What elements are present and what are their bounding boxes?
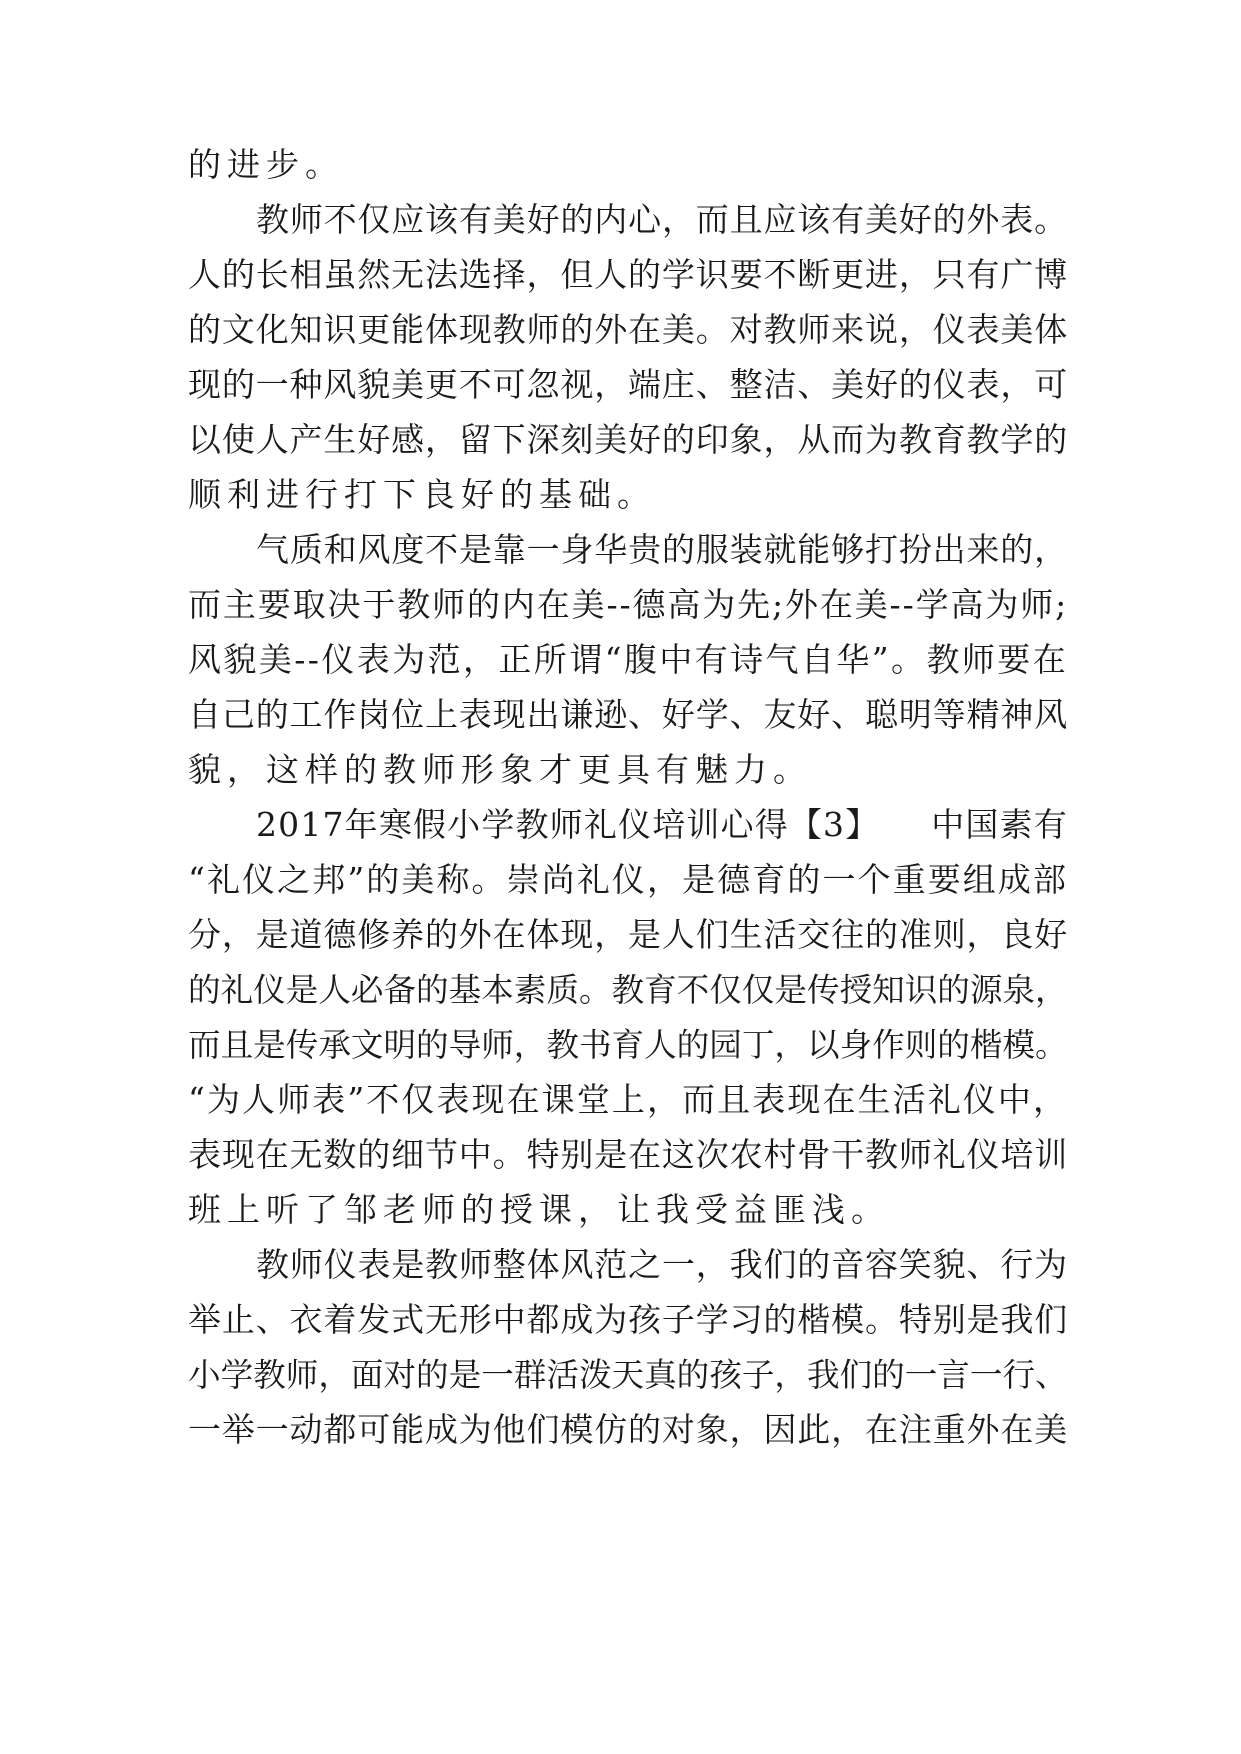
text-line: 貌，这样的教师形象才更具有魅力。: [188, 750, 812, 789]
text-line: 举止、衣着发式无形中都成为孩子学习的楷模。特别是我们: [188, 1300, 1068, 1339]
text-line: 而且是传承文明的导师，教书育人的园丁，以身作则的楷模。: [188, 1026, 1068, 1064]
text-line: 风貌美--仪表为范，正所谓“腹中有诗气自华”。教师要在: [188, 640, 1068, 679]
text-line: 的礼仪是人必备的基本素质。教育不仅仅是传授知识的源泉，: [188, 971, 1068, 1009]
text-line: 而主要取决于教师的内在美--德高为先;外在美--学高为师;: [188, 585, 1068, 624]
text-line: “礼仪之邦”的美称。崇尚礼仪，是德育的一个重要组成部: [188, 860, 1068, 899]
section-heading-line: 2017年寒假小学教师礼仪培训心得【3】 中国素有: [256, 805, 1068, 844]
text-line: 班上听了邹老师的授课，让我受益匪浅。: [188, 1190, 890, 1229]
text-line: 现的一种风貌美更不可忽视，端庄、整洁、美好的仪表，可: [188, 365, 1068, 404]
text-line: 自己的工作岗位上表现出谦逊、好学、友好、聪明等精神风: [188, 695, 1068, 734]
text-line: 人的长相虽然无法选择，但人的学识要不断更进，只有广博: [188, 255, 1068, 294]
text-line: 小学教师，面对的是一群活泼天真的孩子，我们的一言一行、: [188, 1356, 1068, 1394]
text-line: “为人师表”不仅表现在课堂上，而且表现在生活礼仪中，: [188, 1080, 1068, 1119]
text-line: 分，是道德修养的外在体现，是人们生活交往的准则，良好: [188, 915, 1068, 954]
text-line: 以使人产生好感，留下深刻美好的印象，从而为教育教学的: [188, 420, 1068, 459]
paragraph-first-line: 教师不仅应该有美好的内心，而且应该有美好的外表。: [256, 200, 1068, 239]
text-line: 的进步。: [188, 145, 344, 184]
text-line: 的文化知识更能体现教师的外在美。对教师来说，仪表美体: [188, 310, 1068, 349]
text-line: 顺利进行打下良好的基础。: [188, 475, 656, 514]
text-line: 一举一动都可能成为他们模仿的对象，因此，在注重外在美: [188, 1410, 1068, 1449]
paragraph-first-line: 教师仪表是教师整体风范之一，我们的音容笑貌、行为: [256, 1245, 1068, 1284]
paragraph-first-line: 气质和风度不是靠一身华贵的服装就能够打扮出来的，: [256, 530, 1068, 569]
text-line: 表现在无数的细节中。特别是在这次农村骨干教师礼仪培训: [188, 1135, 1068, 1174]
